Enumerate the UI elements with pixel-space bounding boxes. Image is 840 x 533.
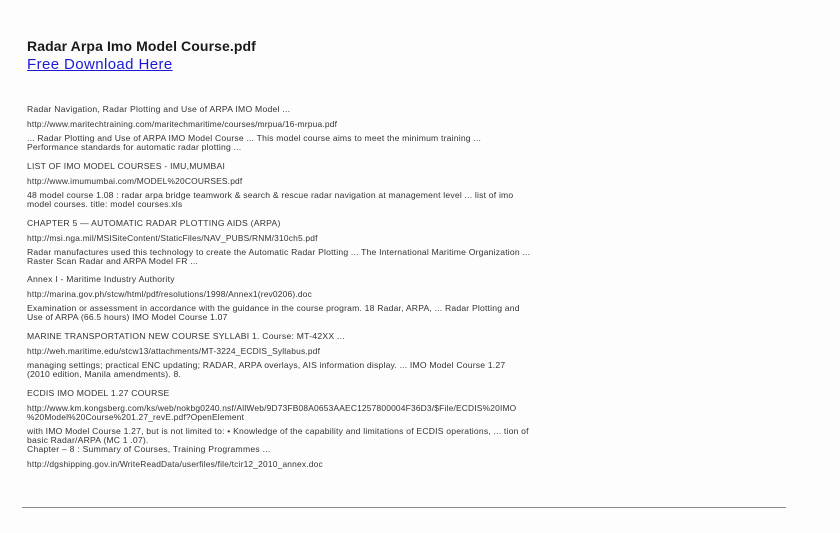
result-title[interactable]: Annex I - Maritime Industry Authority [27,274,175,284]
result-title[interactable]: Radar Navigation, Radar Plotting and Use of ARPA IMO Model ... [27,104,291,114]
result-description: with IMO Model Course 1.27, but is not limited to: • Knowledge of the capability and limitations of ECDIS operations, ... tion of basic Radar/ARPA (MC 1 .07). [27,426,529,445]
result-description: ... Radar Plotting and Use of ARPA IMO Model Course ... This model course aims to meet the minimum training ... Performance standards for automatic radar plotting ... [27,133,482,152]
result-url[interactable]: http://www.maritechtraining.com/maritechmaritime/courses/mrpua/16-mrpua.pdf [27,119,338,129]
result-description: managing settings; practical ENC updating; RADAR, ARPA overlays, AIS information display. ... IMO Model Course 1.27 (2010 edition, Manila amendments). 8. [27,360,506,379]
result-description: 48 model course 1.08 : radar arpa bridge teamwork & search & rescue radar navigation at management level ... list of imo model courses. title: model courses.xls [27,190,514,209]
result-title[interactable]: Chapter – 8 : Summary of Courses, Training Programmes ... [27,444,271,454]
result-entry [27,104,817,152]
result-title[interactable]: CHAPTER 5 — AUTOMATIC RADAR PLOTTING AIDS (ARPA) [27,218,281,228]
free-download-link[interactable]: Free Download Here [27,56,173,73]
result-entry [27,161,817,209]
result-url[interactable]: http://www.km.kongsberg.com/ks/web/nokbg0240.nsf/AllWeb/9D73FB08A0653AAEC1257800004F36D3/$File/ECDIS%20IMO %20Model%20Course%201.27_revE.pdf?OpenElement [27,403,517,422]
result-title[interactable]: LIST OF IMO MODEL COURSES - IMU,MUMBAI [27,161,226,171]
result-entry [27,218,817,266]
result-url[interactable]: http://msi.nga.mil/MSISiteContent/StaticFiles/NAV_PUBS/RNM/310ch5.pdf [27,233,318,243]
result-description: Radar manufactures used this technology to create the Automatic Radar Plotting ... The International Maritime Organization ... Raster Scan Radar and ARPA Model FR ... [27,247,531,266]
result-url[interactable]: http://weh.maritime.edu/stcw13/attachments/MT-3224_ECDIS_Syllabus.pdf [27,346,321,356]
result-url[interactable]: http://dgshipping.gov.in/WriteReadData/userfiles/file/tcir12_2010_annex.doc [27,459,323,469]
document-title: Radar Arpa Imo Model Course.pdf [27,38,256,54]
result-entry [27,444,817,469]
result-entry [27,331,817,379]
result-url[interactable]: http://marina.gov.ph/stcw/html/pdf/resolutions/1998/Annex1(rev0206).doc [27,289,312,299]
result-title[interactable]: ECDIS IMO MODEL 1.27 COURSE [27,388,170,398]
footer-divider [22,507,786,508]
result-url[interactable]: http://www.imumumbai.com/MODEL%20COURSES.pdf [27,176,243,186]
result-entry [27,388,817,445]
result-entry [27,274,817,322]
result-title[interactable]: MARINE TRANSPORTATION NEW COURSE SYLLABI 1. Course: MT-42XX ... [27,331,345,341]
result-description: Examination or assessment in accordance with the guidance in the course program. 18 Radar, ARPA, ... Radar Plotting and Use of ARPA (66.5 hours) IMO Model Course 1.07 [27,303,520,322]
